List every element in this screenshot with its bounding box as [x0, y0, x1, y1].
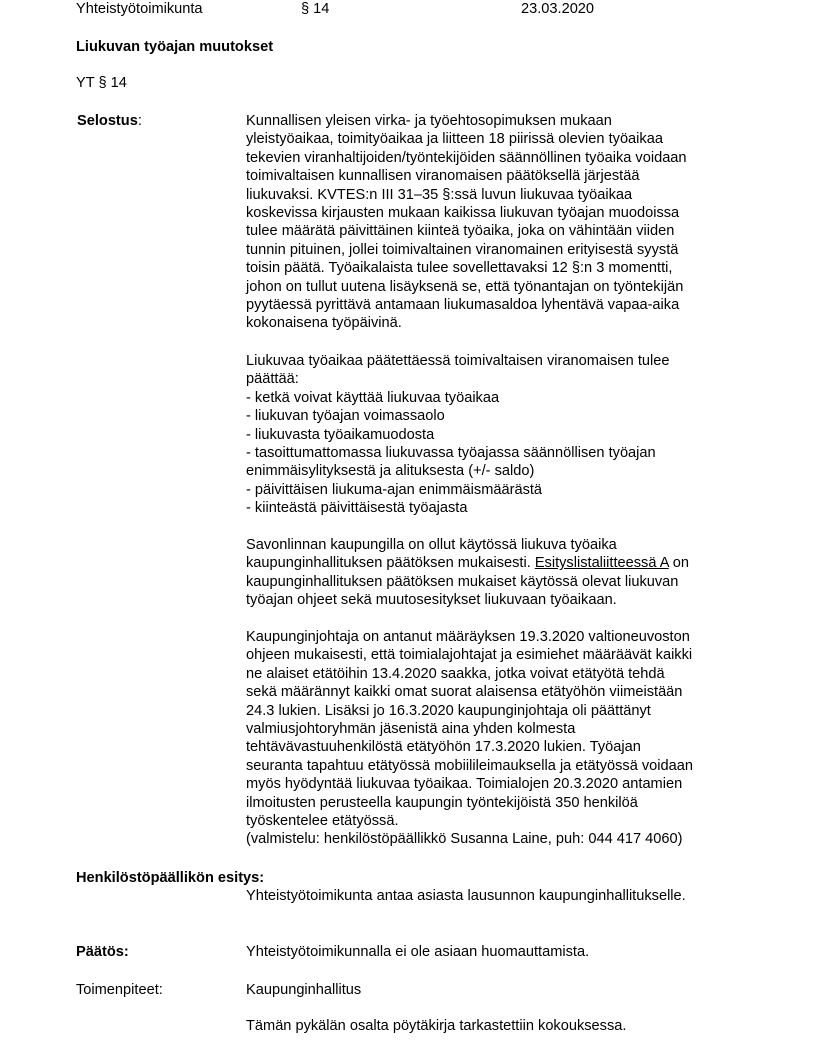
paragraph-line: työajan ohjeet sekä muutosesitykset liukuvaan työaikaan. — [246, 592, 617, 609]
list-item: - tasoittumattomassa liukuvassa työajassa säännöllisen työajan — [246, 445, 656, 462]
paragraph-line: valmiusjohtoryhmän jäsenistä aina yhden kolmesta — [246, 721, 576, 738]
paragraph-line: tunnin pituinen, jollei toimivaltainen viranomainen erityisestä syystä — [246, 241, 679, 258]
paragraph-line: ilmoitusten perusteella kaupungin työntekijöistä 350 henkilöä — [246, 794, 638, 811]
section-number: § 14 — [301, 1, 330, 17]
paragraph-line: liukuvaksi. KVTES:n III 31–35 §:ssä luvun liukuvaa työaikaa — [246, 186, 633, 203]
section-reference: YT § 14 — [76, 75, 127, 91]
actions-text: Kaupunginhallitus — [246, 982, 362, 998]
paragraph-line: yleistyöaikaa, toimityöaikaa ja liitteen 18 piirissä olevien työaikaa — [246, 131, 663, 148]
paragraph-line: sekä määrännyt kaikki omat suorat alaisensa etätyöhön viimeistään — [246, 684, 683, 701]
paragraph-line: ne alaiset etätöihin 13.4.2020 saakka, jotka voivat etätyötä tehdä — [246, 665, 665, 682]
paragraph-line: johon on tullut uutena lisäyksenä se, että työnantajan on työntekijän — [246, 278, 684, 295]
verification-text: Tämän pykälän osalta pöytäkirja tarkastettiin kokouksessa. — [246, 1018, 627, 1034]
selostus-paragraph-2 — [246, 352, 806, 518]
paragraph-line: kokonaisena työpäivinä. — [246, 315, 402, 332]
proposal-text: Yhteistyötoimikunta antaa asiasta lausunnon kaupunginhallitukselle. — [246, 888, 686, 904]
paragraph-line: myös hyödyntää liukuvaa työaikaa. Toimialojen 20.3.2020 antamien — [246, 776, 683, 793]
paragraph-line: Savonlinnan kaupungilla on ollut käytössä liukuva työaika — [246, 537, 617, 553]
paragraph-line: Liukuvaa työaikaa päätettäessä toimivaltaisen viranomaisen tulee — [246, 353, 670, 369]
paragraph-line: koskevissa kirjausten mukaan kaikissa liukuvan työajan muodoissa — [246, 205, 680, 222]
proposal-label: Henkilöstöpäällikön esitys: — [76, 870, 265, 886]
paragraph-line-text: kaupunginhallituksen päätöksen mukaisesti. — [246, 555, 535, 572]
list-item: enimmäisylityksestä ja alituksesta (+/- saldo) — [246, 463, 535, 480]
paragraph-line: tulee määrätä päivittäinen kiinteä työaika, joka on vähintään viiden — [246, 223, 675, 240]
preparer-contact: (valmistelu: henkilöstöpäällikkö Susanna Laine, puh: 044 417 4060) — [246, 831, 683, 848]
list-item: - liukuvasta työaikamuodosta — [246, 426, 435, 443]
paragraph-line — [246, 554, 806, 572]
selostus-label-colon: : — [137, 113, 142, 129]
paragraph-line: toisin päätä. Työaikalaista tulee sovellettavaksi 12 §:n 3 momentti, — [246, 260, 673, 277]
paragraph-line: tekevien viranhaltijoiden/työntekijöiden säännöllinen työaika voidaan — [246, 149, 687, 166]
paragraph-line: työskentelee etätyössä. — [246, 813, 399, 830]
list-item: - liukuvan työajan voimassaolo — [246, 408, 445, 425]
actions-label: Toimenpiteet: — [76, 982, 163, 998]
selostus-paragraph-4 — [246, 628, 806, 849]
committee-name: Yhteistyötoimikunta — [76, 1, 203, 17]
list-item: - päivittäisen liukuma-ajan enimmäismäärästä — [246, 481, 543, 498]
selostus-paragraph-3 — [246, 536, 806, 610]
document-title: Liukuvan työajan muutokset — [76, 39, 274, 55]
list-item: - ketkä voivat käyttää liukuvaa työaikaa — [246, 389, 500, 406]
paragraph-line-text: on — [668, 555, 689, 572]
selostus-label-text: Selostus — [77, 113, 138, 129]
paragraph-line: ohjeen mukaisesti, että toimialajohtajat ja esimiehet määräävät kaikki — [246, 647, 693, 664]
meeting-date: 23.03.2020 — [521, 1, 595, 17]
paragraph-line: tehtävävastuuhenkilöstä etätyöhön 17.3.2020 lukien. Työajan — [246, 739, 641, 756]
attachment-a-link[interactable]: Esityslistaliitteessä A — [534, 555, 669, 572]
paragraph-line: kaupunginhallituksen päätöksen mukaiset käytössä olevat liukuvan — [246, 573, 679, 590]
decision-text: Yhteistyötoimikunnalla ei ole asiaan huomauttamista. — [246, 944, 590, 960]
paragraph-line: päättää: — [246, 371, 299, 388]
paragraph-line: 24.3 lukien. Lisäksi jo 16.3.2020 kaupunginjohtaja oli päättänyt — [246, 702, 651, 719]
selostus-label — [77, 112, 142, 130]
paragraph-line: Kaupunginjohtaja on antanut määräyksen 19.3.2020 valtioneuvoston — [246, 629, 690, 645]
list-item: - kiinteästä päivittäisestä työajasta — [246, 500, 468, 517]
paragraph-line: pyytäessä pyrittävä antamaan liukumasaldoa lyhentävä vapaa-aika — [246, 297, 680, 314]
paragraph-line: Kunnallisen yleisen virka- ja työehtosopimuksen mukaan — [246, 113, 612, 129]
selostus-paragraph-1 — [246, 112, 806, 333]
paragraph-line: seuranta tapahtuu etätyössä mobiilileimauksella ja etätyössä voidaan — [246, 757, 693, 774]
decision-label: Päätös: — [76, 944, 129, 960]
paragraph-line: toimivaltaisen kunnallisen viranomaisen päätöksellä järjestää — [246, 168, 640, 185]
